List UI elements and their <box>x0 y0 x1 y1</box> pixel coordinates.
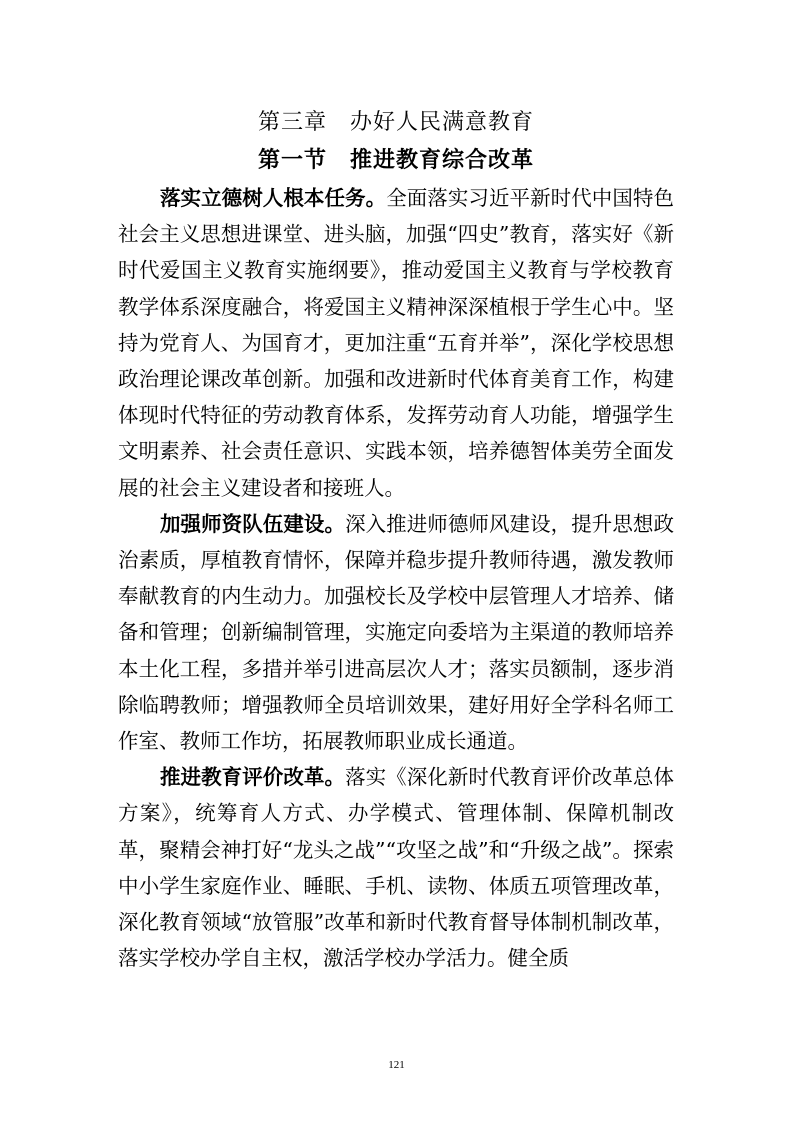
chapter-title: 第三章 办好人民满意教育 <box>257 110 534 135</box>
paragraph-lead: 落实立德树人根本任务。 <box>160 186 387 210</box>
paragraph-body: 落实《深化新时代教育评价改革总体方案》，统筹育人方式、办学模式、管理体制、保障机制改革，聚精会神打好“龙头之战”“攻坚之战”和“升级之战”。探索中小学生家庭作业、睡眠、手机、读物、体质五项管理改革，深化教育领域“放管服”改革和新时代教育督导体制机制改革，落实学校办学自主权，激活学校办学活力。健全质 <box>118 765 674 971</box>
paragraph-lead: 加强师资队伍建设。 <box>160 511 346 536</box>
paragraph-body: 全面落实习近平新时代中国特色社会主义思想进课堂、进头脑，加强“四史”教育，落实好《新时代爱国主义教育实施纲要》，推动爱国主义教育与学校教育教学体系深度融合，将爱国主义精神深深植根于学生心中。坚持为党育人、为国育才，更加注重“五育并举”，深化学校思想政治理论课改革创新。加强和改进新时代体育美育工作，构建体现时代特征的劳动教育体系，发挥劳动育人功能，增强学生文明素养、社会责任意识、实践本领，培养德智体美劳全面发展的社会主义建设者和接班人。 <box>118 186 674 500</box>
paragraph-teacher-team <box>118 506 674 759</box>
document-page <box>118 104 674 976</box>
section-title: 第一节 推进教育综合改革 <box>257 148 534 173</box>
paragraph-lead: 推进教育评价改革。 <box>160 765 346 790</box>
paragraph-moral-education <box>118 180 674 506</box>
paragraph-evaluation-reform <box>118 759 674 976</box>
page-number: 121 <box>388 1059 405 1071</box>
paragraph-body: 深入推进师德师风建设，提升思想政治素质，厚植教育情怀，保障并稳步提升教师待遇，激发教师奉献教育的内生动力。加强校长及学校中层管理人才培养、储备和管理；创新编制管理，实施定向委培为主渠道的教师培养本土化工程，多措并举引进高层次人才；落实员额制，逐步消除临聘教师；增强教师全员培训效果，建好用好全学科名师工作室、教师工作坊，拓展教师职业成长通道。 <box>118 511 674 754</box>
